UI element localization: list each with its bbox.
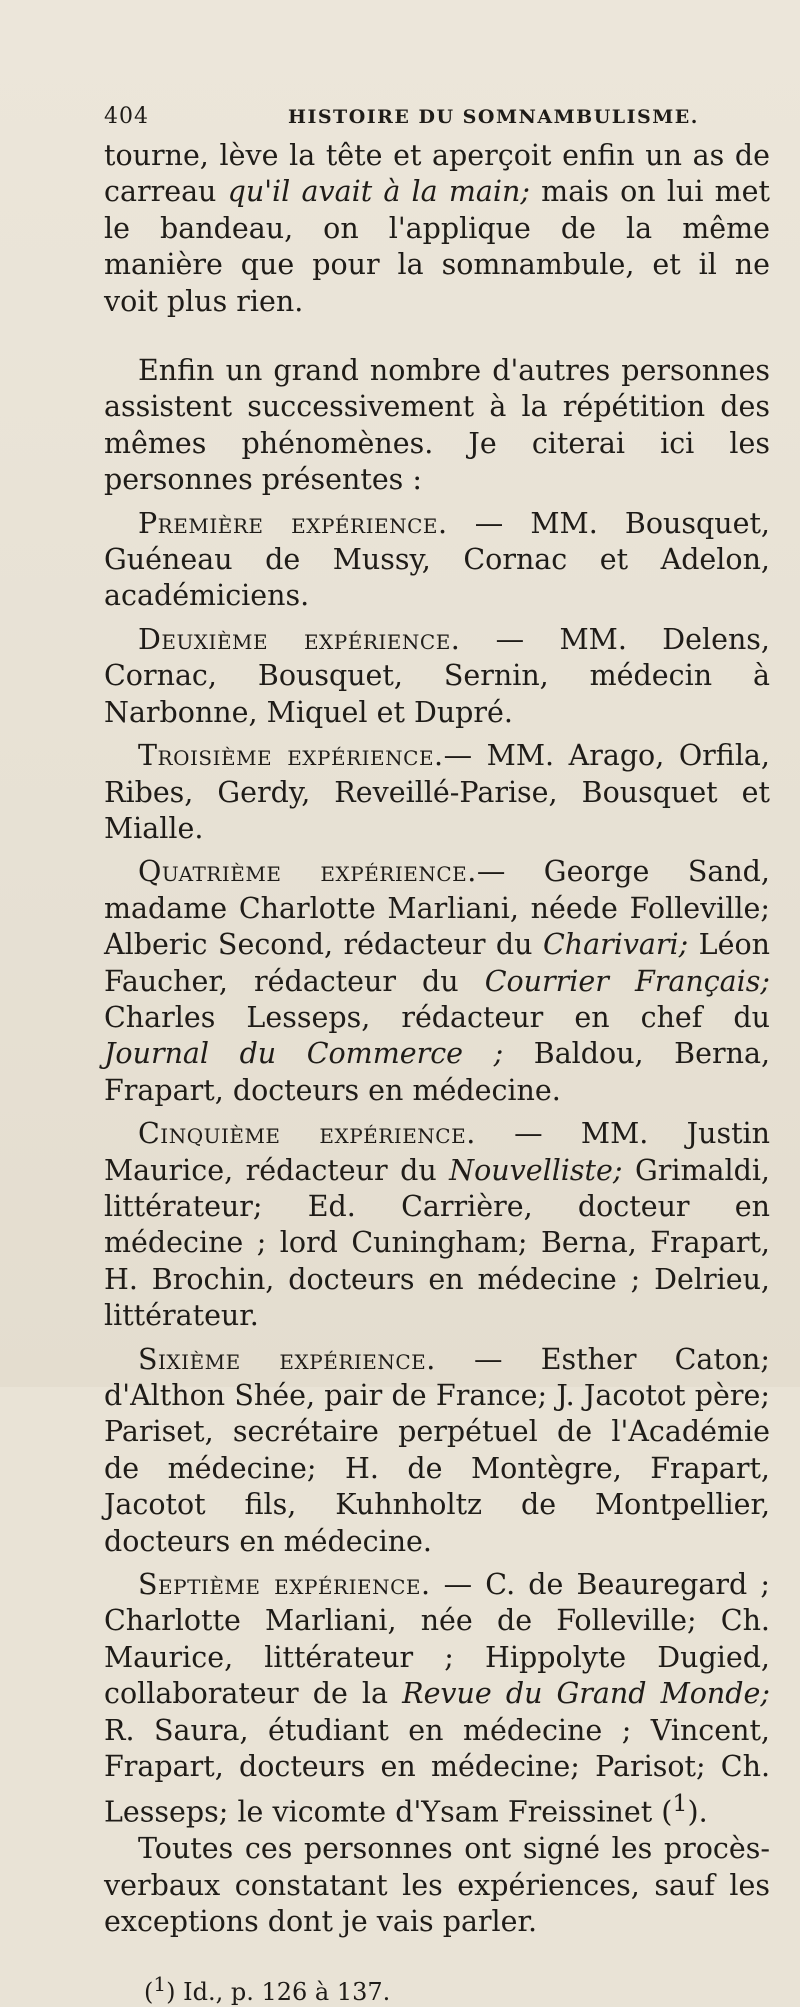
experience-label: Quatrième expérience. (138, 855, 477, 889)
experience-3: Troisième expérience.— MM. Arago, Orfila, Ribes, Gerdy, Reveillé-Parise, Bousquet et Mialle. (104, 739, 770, 845)
paragraph-intro: Enfin un grand nombre d'autres personnes assistent successivement à la répétition des mêmes phénomènes. Je citerai ici les personnes présentes : (104, 354, 770, 497)
experience-2: Deuxième expérience. — MM. Delens, Cornac, Bousquet, Sernin, médecin à Narbonne, Miquel et Dupré. (104, 622, 770, 729)
experience-label: Deuxième expérience. (138, 622, 461, 656)
experience-6: Sixième expérience. — Esther Caton; d'Althon Shée, pair de France; J. Jacotot père; Pariset, secrétaire perpétuel de l'Académie de médecine; H. de Montègre, Frapart, Jacotot fils, Kuhnholtz de Montpellier, docteurs en médecine. (104, 1342, 770, 1558)
footnote: ($^1$) Id., p. 126 à 137. (144, 1971, 391, 2006)
experience-4: Quatrième expérience.— George Sand, madame Charlotte Marliani, néede Folleville; Alberic Second, rédacteur du Charivari; Léon Faucher, rédacteur du Courrier Français; Charles Lesseps, rédacteur en chef du Journal du Commerce ; Baldou, Berna, Frapart, docteurs en médecine. (104, 855, 770, 1107)
experience-1: Première expérience. — MM. Bousquet, Guéneau de Mussy, Cornac et Adelon, académiciens. (104, 506, 770, 613)
page-number: 404 (104, 104, 149, 129)
experience-label: Sixième expérience. (138, 1342, 436, 1376)
paragraph-continuation: tourne, lève la tête et aperçoit enfin un as de carreau qu'il avait à la main; mais on lui met le bandeau, on l'applique de la même manière que pour la somnambule, et il ne voit plus rien. (104, 139, 770, 318)
paragraph-gap (104, 320, 770, 353)
running-head (104, 96, 770, 138)
experience-5: Cinquième expérience. — MM. Justin Maurice, rédacteur du Nouvelliste; Grimaldi, littérateur; Ed. Carrière, docteur en médecine ; lord Cuningham; Berna, Frapart, H. Brochin, docteurs en médecine ; Delrieu, littérateur. (104, 1117, 770, 1333)
experience-label: Première expérience. (138, 506, 448, 540)
experience-label: Septième expérience. (138, 1568, 431, 1602)
experience-7: Septième expérience. — C. de Beauregard ; Charlotte Marliani, née de Folleville; Ch. Maurice, littérateur ; Hippolyte Dugied, collaborateur de la Revue du Grand Monde; R. Saura, étudiant en médecine ; Vincent, Frapart, docteurs en médecine; Parisot; Ch. Lesseps; le vicomte d'Ysam Freissinet ($^1$). (104, 1568, 770, 1829)
paragraph-final: Toutes ces personnes ont signé les procès-verbaux constatant les expériences, sauf les exceptions dont je vais parler. (104, 1832, 770, 1939)
experience-label: Cinquième expérience. (138, 1117, 476, 1151)
footnote-reference: 1 (672, 1789, 688, 1818)
experience-label: Troisième expérience. (138, 739, 444, 773)
running-title: HISTOIRE DU SOMNAMBULISME. (288, 106, 699, 128)
footnote-marker: 1 (153, 1971, 167, 1996)
